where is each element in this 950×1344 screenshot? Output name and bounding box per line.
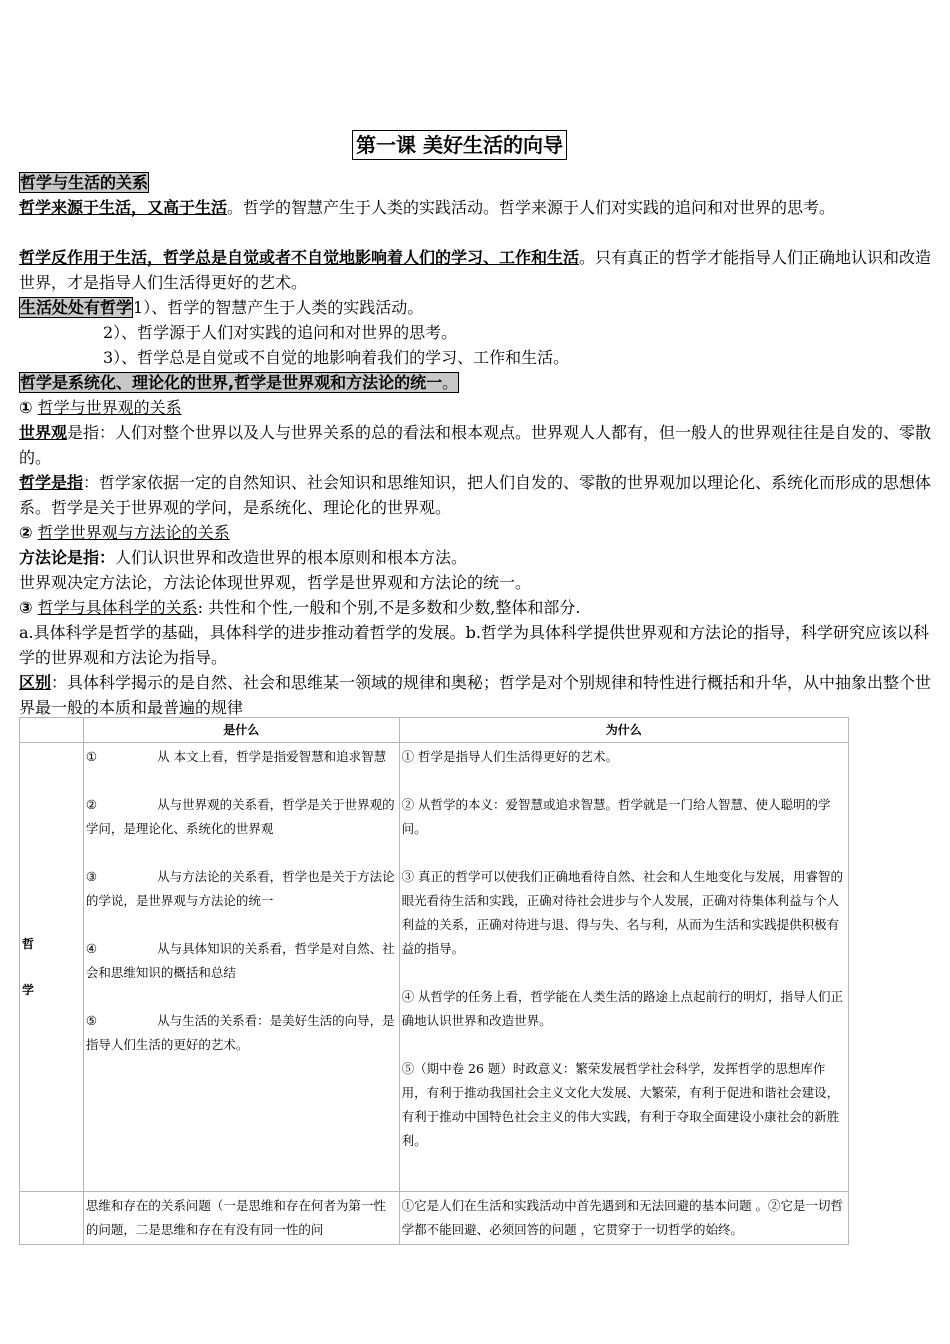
paragraph-difference [19, 670, 932, 720]
definition-worldview [19, 420, 932, 470]
why-item: ⑤（期中卷 26 题）时政意义：繁荣发展哲学社会科学，发挥哲学的思想库作用，有利于推动我国社会主义文化大发展、大繁荣，有利于促进和谐社会建设，有利于推动中国特色社会主义的伟大实践，有利于夺取全面建设小康社会的新胜利。 [401, 1061, 840, 1148]
section-label: 哲学是系统化、理论化的世界,哲学是世界观和方法论的统一。 [20, 373, 459, 392]
what-cell: 思维和存在的关系问题（一是思维和存在何者为第一性的问题，二是思维和存在有没有同一性的问 [83, 1192, 399, 1245]
key-statement: 哲学来源于生活，又高于生活 [19, 198, 228, 217]
subheading-3 [19, 595, 932, 620]
list-item: 3）、哲学总是自觉或不自觉的地影响着我们的学习、工作和生活。 [103, 348, 570, 367]
paragraph-unity: 世界观决定方法论，方法论体现世界观，哲学是世界观和方法论的统一。 [19, 573, 532, 592]
definition-text: 是指：人们对整个世界以及人与世界关系的总的看法和根本观点。世界观人人都有，但一般人的世界观往往是自发的、零散的。 [19, 423, 932, 467]
section-label: 哲学与生活的关系 [20, 173, 149, 192]
key-statement: 哲学反作用于生活，哲学总是自觉或者不自觉地影响着人们的学习、工作和生活 [19, 248, 580, 267]
table-header-row [20, 718, 849, 743]
list-item: 1）、哲学的智慧产生于人类的实践活动。 [133, 298, 424, 317]
what-item: ③ 从与方法论的关系看，哲学也是关于方法论的学说，是世界观与方法论的统一 [85, 869, 395, 908]
why-item: ② 从哲学的本义：爱智慧或追求智慧。哲学就是一门给人智慧、使人聪明的学问。 [401, 797, 831, 836]
row-label-char: 哲 [22, 937, 35, 951]
definition-term: 世界观 [19, 423, 68, 442]
definition-term: 方法论是指： [19, 548, 116, 567]
section-heading-worldview [19, 370, 932, 395]
paragraph-text: 。只有真正的哲学才能指导人们正确地认识和改造世界，才是指导人们生活得更好的艺术。 [19, 248, 932, 292]
definition-methodology [19, 545, 932, 570]
why-item: ① 哲学是指导人们生活得更好的艺术。 [401, 749, 619, 764]
definition-term: 区别 [19, 673, 52, 692]
table-row [20, 1192, 849, 1245]
table-header-cell [20, 718, 84, 743]
subheading-2 [19, 520, 932, 545]
paragraph-science-relation: a.具体科学是哲学的基础，具体科学的进步推动着哲学的发展。b.哲学为具体科学提供世界观和方法论的指导，科学研究应该以科学的世界观和方法论为指导。 [19, 623, 929, 667]
table-header-cell: 为什么 [399, 718, 848, 743]
circle-number: ② [19, 523, 33, 542]
row-label-cell [20, 1192, 84, 1245]
circle-number: ③ [19, 598, 33, 617]
definition-philosophy [19, 470, 932, 520]
table-row [20, 743, 849, 1192]
circle-number: ① [19, 398, 33, 417]
list-item: 2）、哲学源于人们对实践的追问和对世界的思考。 [103, 323, 458, 342]
row-label-cell [20, 743, 84, 1192]
paragraph-text: 。哲学的智慧产生于人类的实践活动。哲学来源于人们对实践的追问和对世界的思考。 [227, 198, 836, 217]
what-item: ④ 从与具体知识的关系看，哲学是对自然、社会和思维知识的概括和总结 [85, 941, 395, 980]
subheading-note: : 共性和个性,一般和个别,不是多数和少数,整体和部分. [197, 598, 581, 617]
paragraph-reaction [19, 245, 932, 295]
why-item: ③ 真正的哲学可以使我们正确地看待自然、社会和人生地变化与发展，用睿智的眼光看待生活和实践，正确对待社会进步与个人发展，正确对待集体利益与个人利益的关系，正确对待进与退、得与失、名与利，从而为生活和实践提供积极有益的指导。 [401, 869, 844, 956]
paragraph-origin [19, 195, 932, 220]
why-item: ④ 从哲学的任务上看，哲学能在人类生活的路途上点起前行的明灯，指导人们正确地认识世界和改造世界。 [401, 989, 844, 1028]
why-cell: ①它是人们在生活和实践活动中首先遇到和无法回避的基本问题 。②它是一切哲学都不能回避、必须回答的问题 ，它贯穿于一切哲学的始终。 [399, 1192, 848, 1245]
definition-text: ：哲学家依据一定的自然知识、社会知识和思维知识，把人们自发的、零散的世界观加以理论化、系统化而形成的思想体系。哲学是关于世界观的学问，是系统化、理论化的世界观。 [19, 473, 932, 517]
subheading-text: 哲学与世界观的关系 [37, 398, 182, 417]
what-item: ⑤ 从与生活的关系看：是美好生活的向导，是指导人们生活的更好的艺术。 [85, 1013, 395, 1052]
list-philosophy-everywhere [19, 295, 932, 320]
what-item: ① 从 本文上看，哲学是指爱智慧和追求智慧 [85, 749, 387, 764]
what-item: ② 从与世界观的关系看，哲学是关于世界观的学问，是理论化、系统化的世界观 [85, 797, 395, 836]
definition-term: 哲学是指 [19, 473, 84, 492]
what-cell [83, 743, 399, 1192]
philosophy-table [19, 717, 849, 1245]
table-header-cell: 是什么 [83, 718, 399, 743]
row-label-char: 学 [22, 983, 35, 997]
section-heading-philosophy-life [19, 170, 932, 195]
why-cell [399, 743, 848, 1192]
subheading-1 [19, 395, 932, 420]
subheading-text: 哲学世界观与方法论的关系 [37, 523, 230, 542]
section-label: 生活处处有哲学 [20, 298, 133, 317]
definition-text: ：具体科学揭示的是自然、社会和思维某一领域的规律和奥秘；哲学是对个别规律和特性进行概括和升华，从中抽象出整个世界最一般的本质和最普遍的规律 [19, 673, 932, 717]
definition-text: 人们认识世界和改造世界的根本原则和根本方法。 [115, 548, 468, 567]
page-title: 第一课 美好生活的向导 [352, 130, 567, 160]
subheading-text: 哲学与具体科学的关系 [37, 598, 198, 617]
